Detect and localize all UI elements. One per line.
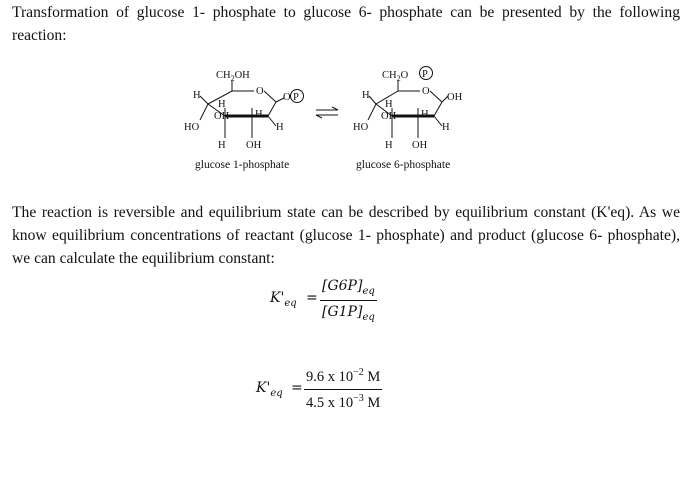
oh-bottom: OH (246, 140, 262, 151)
oh-inner: OH (214, 111, 230, 122)
keq-label: $K'_{eq}$ (270, 290, 297, 309)
ho-left: HO (353, 122, 369, 133)
reactant-caption: glucose 1-phosphate (195, 159, 290, 171)
numerator-g6p: $[G6P]_{eq}$ (320, 278, 377, 301)
ho-left: HO (184, 122, 200, 133)
h-bottom: H (218, 140, 226, 151)
phosphate-oxygen: O (283, 92, 291, 103)
h-right: H (421, 109, 429, 120)
h-bottom: H (385, 140, 393, 151)
h-right-low: H (442, 122, 450, 133)
numerator-value: 9.6 x $10^{-2}$ M (304, 367, 382, 390)
phosphate-label: P (293, 92, 299, 103)
equals-sign: = (291, 380, 303, 396)
body-paragraph: The reaction is reversible and equilibrium state can be described by equilibrium constant (K'eq). As we know equilibrium concentrations of reactant (glucose 1- phosphate) and product (glucose 6- phosphate), we can calculate the equilibrium constant: (12, 204, 680, 267)
intro-paragraph: Transformation of glucose 1- phosphate to glucose 6- phosphate can be presented by the following reaction: (12, 4, 680, 44)
h-inner: H (385, 99, 393, 110)
h-right-low: H (276, 122, 284, 133)
h-top-left: H (362, 90, 370, 101)
equation-numeric (256, 367, 416, 417)
oh-inner: OH (381, 111, 397, 122)
oh-bottom: OH (412, 140, 428, 151)
h-inner: H (218, 99, 226, 110)
equals-sign: = (306, 290, 318, 306)
keq-label: $K'_{eq}$ (256, 380, 283, 399)
ch2o-label: $CH_2O$ (382, 70, 409, 83)
glucose-6-phosphate-structure (350, 60, 490, 175)
h-top-left: H (193, 90, 201, 101)
concentration-fraction (320, 278, 377, 323)
glucose-1-phosphate-structure (180, 60, 320, 175)
equation-symbolic (270, 278, 400, 328)
ring-oxygen: O (256, 86, 264, 97)
equilibrium-arrows (314, 106, 340, 120)
h-right: H (255, 109, 263, 120)
ch2oh-label: $CH_2OH$ (216, 70, 250, 83)
value-fraction (304, 367, 382, 412)
denominator-g1p: $[G1P]_{eq}$ (322, 303, 375, 323)
ring-oxygen: O (422, 86, 430, 97)
oh-right: OH (447, 92, 463, 103)
denominator-value: 4.5 x $10^{-3}$ M (306, 392, 381, 411)
phosphate-label: P (422, 69, 428, 80)
product-caption: glucose 6-phosphate (356, 159, 451, 171)
